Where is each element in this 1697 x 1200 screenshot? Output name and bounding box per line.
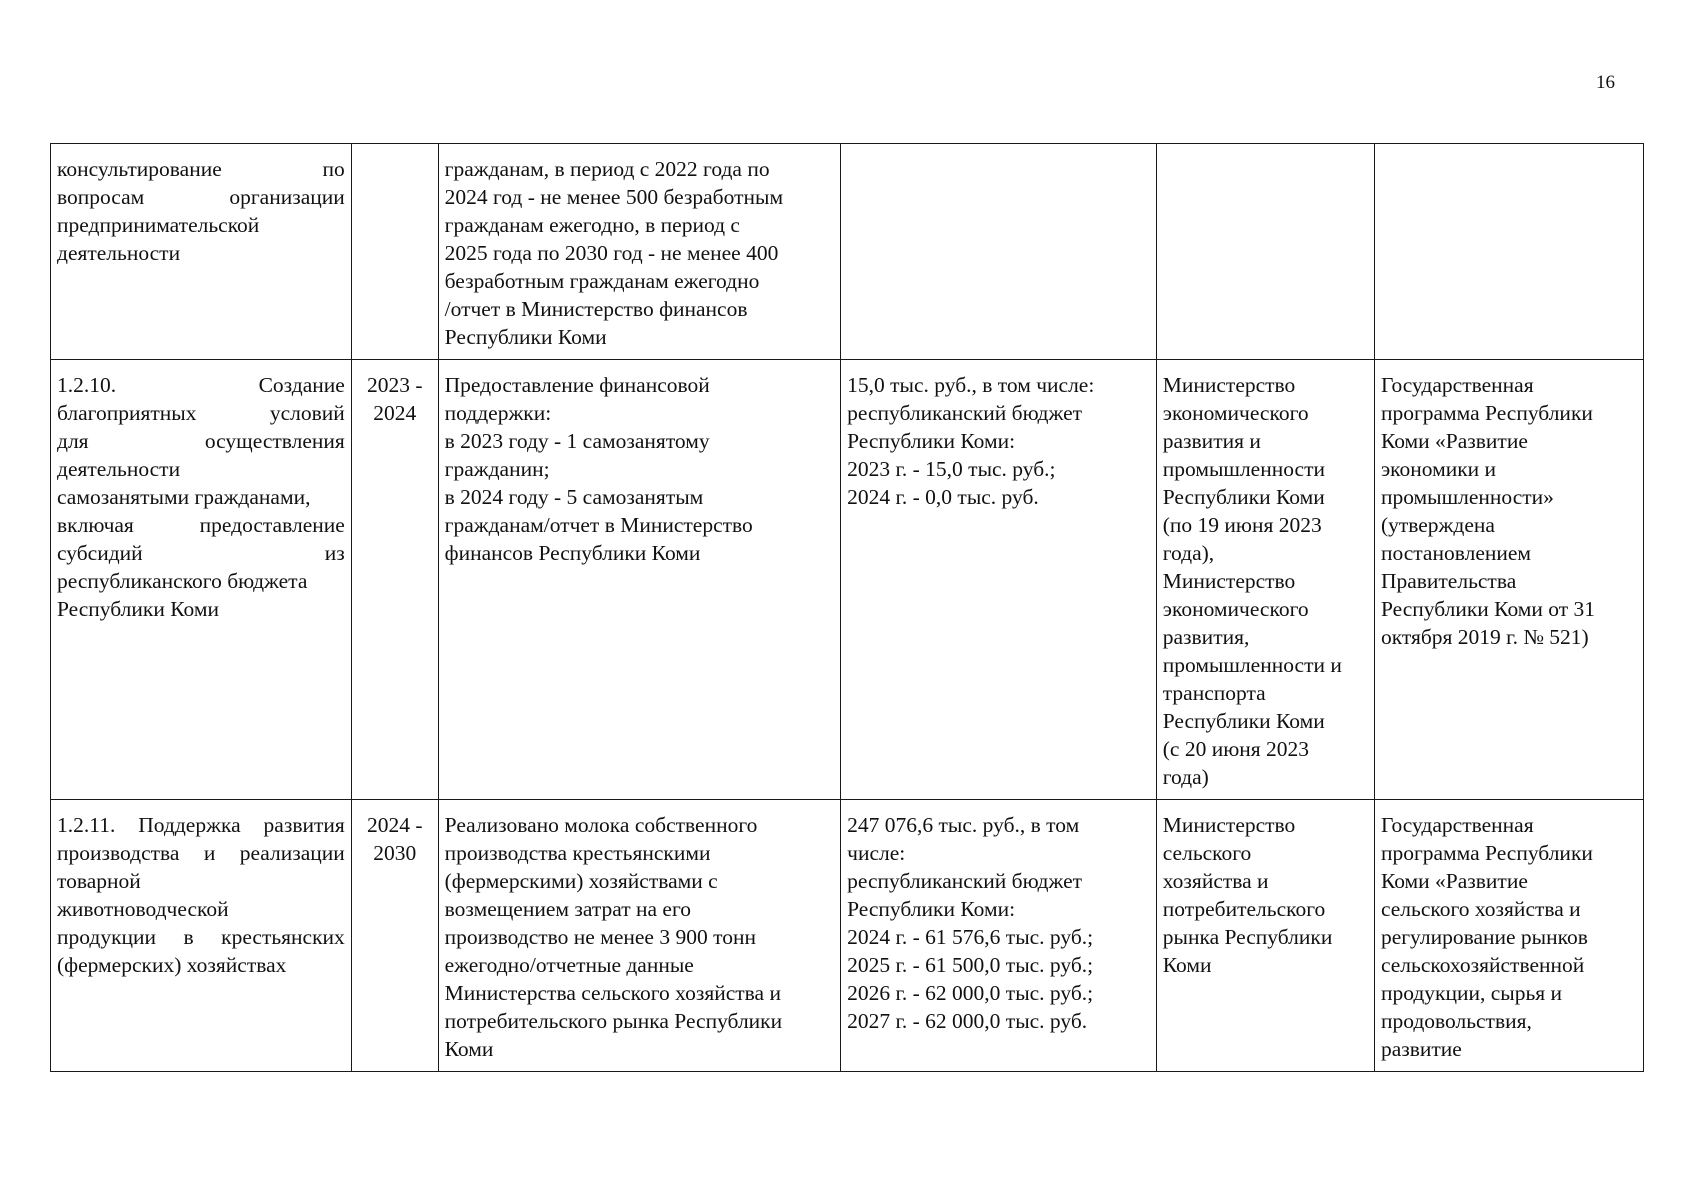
table-row [51,800,1644,1072]
cell-line: Министерство [1162,373,1296,397]
cell-line: потребительского рынка Республики [444,1009,783,1033]
cell-line: в 2023 году - 1 самозанятому [444,429,710,453]
cell-line: программа Республики [1380,841,1593,865]
cell-line: поддержки: [444,401,552,425]
cell-line: продукции в крестьянских [57,925,345,949]
measure-name-cell [51,800,352,1072]
cell-line: республиканский бюджет [847,401,1083,425]
cell-line: 1.2.10. Создание [57,373,345,397]
cell-line: консультирование по [57,157,345,181]
measure-name-cell [51,144,352,360]
cell-line: Министерства сельского хозяйства и [444,981,781,1005]
cell-line: Республики Коми: [847,429,1016,453]
cell-line: сельского [1162,841,1252,865]
cell-line: постановлением [1380,541,1532,565]
measure-name-cell [51,360,352,800]
cell-line: предпринимательской [57,213,260,237]
result-cell [438,360,840,800]
cell-line: 2024 год - не менее 500 безработным [444,185,784,209]
cell-line: республиканского бюджета [57,569,308,593]
cell-line: Государственная [1380,813,1534,837]
cell-line: производства крестьянскими [444,841,711,865]
cell-line: Республики Коми [1162,709,1325,733]
table-row [51,144,1644,360]
cell-line: Реализовано молока собственного [444,813,758,837]
cell-line: товарной [57,869,141,893]
cell-line: Республики Коми [57,597,219,621]
cell-line: Министерство [1162,569,1296,593]
executor-cell [1156,800,1374,1072]
cell-line: Государственная [1380,373,1534,397]
cell-line: 15,0 тыс. руб., в том числе: [847,373,1095,397]
cell-line: года) [1162,765,1209,789]
cell-line: 2023 г. - 15,0 тыс. руб.; [847,457,1056,481]
cell-line: (по 19 июня 2023 [1162,513,1322,537]
cell-line: 2026 г. - 62 000,0 тыс. руб.; [847,981,1094,1005]
cell-line: 2025 г. - 61 500,0 тыс. руб.; [847,953,1094,977]
finance-cell [841,800,1157,1072]
executor-cell [1156,360,1374,800]
result-cell [438,800,840,1072]
cell-line: Коми [1162,953,1212,977]
period-cell [351,144,438,360]
cell-line: субсидий из [57,541,345,565]
cell-line: хозяйства и [1162,869,1269,893]
cell-line: гражданин; [444,457,550,481]
cell-line: Республики Коми от 31 [1380,597,1596,621]
cell-line: (фермерских) хозяйствах [57,953,287,977]
cell-line: деятельности [57,241,181,265]
cell-line: (с 20 июня 2023 [1162,737,1310,761]
cell-line: транспорта [1162,681,1266,705]
cell-line: Правительства [1380,569,1517,593]
cell-line: включая предоставление [57,513,345,537]
page-number: 16 [1596,72,1615,93]
cell-line: (фермерскими) хозяйствами с [444,869,718,893]
measures-table [50,143,1644,1072]
cell-line: Министерство [1162,813,1296,837]
cell-line: рынка Республики [1162,925,1333,949]
cell-line: 2024 г. - 0,0 тыс. руб. [847,485,1039,509]
cell-line: Коми [444,1037,494,1061]
cell-line: финансов Республики Коми [444,541,701,565]
period-cell: 2023 - 2024 [351,360,438,800]
cell-line: вопросам организации [57,185,345,209]
cell-line: деятельности [57,457,181,481]
cell-line: экономики и [1380,457,1497,481]
cell-line: 2027 г. - 62 000,0 тыс. руб. [847,1009,1088,1033]
cell-line: безработным гражданам ежегодно [444,269,760,293]
cell-line: возмещением затрат на его [444,897,692,921]
cell-line: октября 2019 г. № 521) [1380,625,1589,649]
cell-line: 2024 г. - 61 576,6 тыс. руб.; [847,925,1094,949]
cell-line: регулирование рынков [1380,925,1588,949]
cell-line: для осуществления [57,429,345,453]
cell-line: Республики Коми [444,325,607,349]
cell-line: гражданам/отчет в Министерство [444,513,753,537]
cell-line: 247 076,6 тыс. руб., в том [847,813,1080,837]
executor-cell [1156,144,1374,360]
cell-line: благоприятных условий [57,401,345,425]
program-cell [1374,800,1643,1072]
cell-line: ежегодно/отчетные данные [444,953,694,977]
cell-line: сельскохозяйственной [1380,953,1585,977]
cell-line: Коми «Развитие [1380,429,1528,453]
cell-line: гражданам, в период с 2022 года по [444,157,770,181]
cell-line: Коми «Развитие [1380,869,1528,893]
cell-line: 2025 года по 2030 год - не менее 400 [444,241,779,265]
cell-line: программа Республики [1380,401,1593,425]
cell-line: гражданам ежегодно, в период с [444,213,740,237]
cell-line: /отчет в Министерство финансов [444,297,748,321]
cell-line: животноводческой [57,897,229,921]
cell-line: промышленности и [1162,653,1342,677]
cell-line: сельского хозяйства и [1380,897,1581,921]
cell-line: развитие [1380,1037,1462,1061]
cell-line: развития, [1162,625,1250,649]
cell-line: продовольствия, [1380,1009,1532,1033]
cell-line: экономического [1162,401,1309,425]
cell-line: производство не менее 3 900 тонн [444,925,756,949]
program-cell [1374,144,1643,360]
cell-line: республиканский бюджет [847,869,1083,893]
period-cell: 2024 - 2030 [351,800,438,1072]
cell-line: года), [1162,541,1215,565]
result-cell [438,144,840,360]
finance-cell [841,144,1157,360]
cell-line: 1.2.11. Поддержка развития [57,813,345,837]
cell-line: самозанятыми гражданами, [57,485,311,509]
table-row [51,360,1644,800]
cell-line: продукции, сырья и [1380,981,1563,1005]
cell-line: (утверждена [1380,513,1495,537]
cell-line: Республики Коми: [847,897,1016,921]
finance-cell [841,360,1157,800]
cell-line: экономического [1162,597,1309,621]
cell-line: Предоставление финансовой [444,373,710,397]
cell-line: промышленности» [1380,485,1554,509]
program-cell [1374,360,1643,800]
cell-line: Республики Коми [1162,485,1325,509]
cell-line: производства и реализации [57,841,345,865]
cell-line: развития и [1162,429,1261,453]
cell-line: потребительского [1162,897,1326,921]
cell-line: числе: [847,841,906,865]
cell-line: в 2024 году - 5 самозанятым [444,485,704,509]
cell-line: промышленности [1162,457,1325,481]
